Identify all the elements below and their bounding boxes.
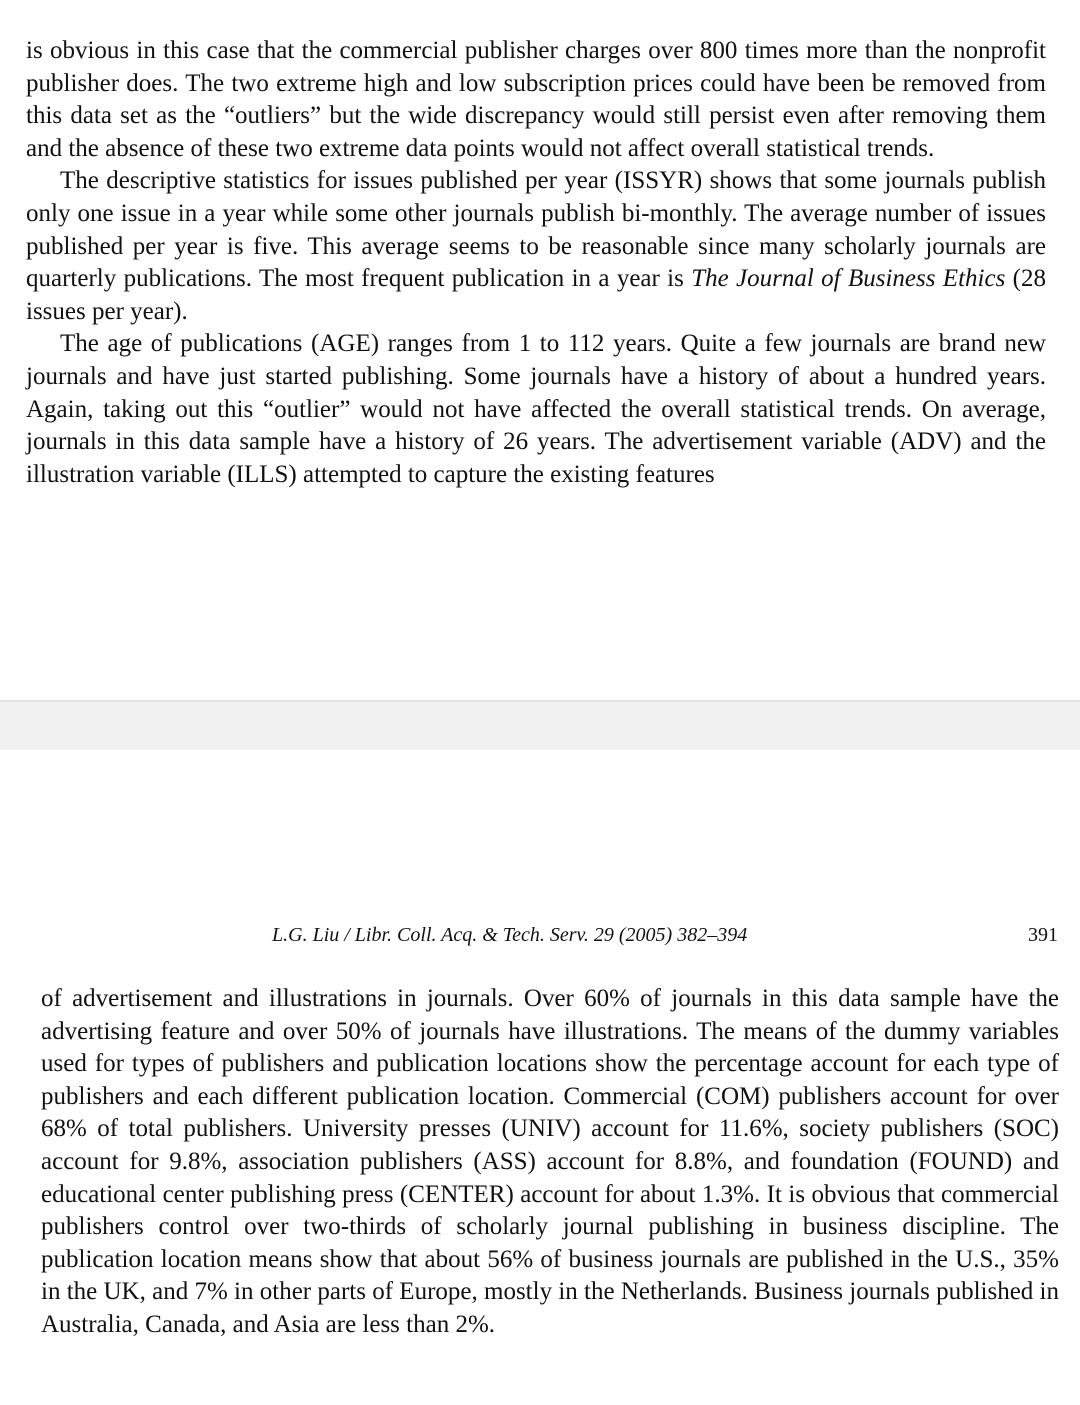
- journal-title: The Journal of Business Ethics: [691, 265, 1006, 293]
- paragraph-issues-per-year: [26, 165, 1046, 328]
- running-header: [0, 924, 1080, 954]
- page-number: 391: [1028, 924, 1058, 946]
- paragraph-issues-text: The descriptive statistics for issues published per year (ISSYR) shows that some journals publish only one issue in a year while some other journals publish bi-monthly. The average number of issues published per year is five. This average seems to be reasonable since many scholarly journals are quarterly publications. The most frequent publication in a year is: [26, 167, 1046, 293]
- paragraph-outliers: is obvious in this case that the commercial publisher charges over 800 times more than the nonprofit publisher does. The two extreme high and low subscription prices could have been be removed from this data set as the “outliers” but the wide discrepancy would still persist even after removing them and the absence of these two extreme data points would not affect overall statistical trends.: [26, 37, 1046, 162]
- body-text-top: [26, 35, 1046, 491]
- paragraph-age: The age of publications (AGE) ranges from 1 to 112 years. Quite a few journals are brand new journals and have just started publishing. Some journals have a history of about a hundred years. Again, taking out this “outlier” would not have affected the overall statistical trends. On average, journals in this data sample have a history of 26 years. The advertisement variable (ADV) and the illustration variable (ILLS) attempted to capture the existing features: [26, 330, 1046, 488]
- citation: L.G. Liu / Libr. Coll. Acq. & Tech. Serv. 29 (2005) 382–394: [272, 924, 748, 946]
- paragraph-issues-tail: (28 issues per year).: [26, 265, 1046, 325]
- paragraph-publishers: of advertisement and illustrations in journals. Over 60% of journals in this data sample have the advertising feature and over 50% of journals have illustrations. The means of the dummy variables used for types of publishers and publication locations show the percentage account for each type of publishers and each different publication location. Commercial (COM) publishers account for over 68% of total publishers. University presses (UNIV) account for 11.6%, society publishers (SOC) account for 9.8%, association publishers (ASS) account for 8.8%, and foundation (FOUND) and educational center publishing press (CENTER) account for about 1.3%. It is obvious that commercial publishers control over two-thirds of scholarly journal publishing in business discipline. The publication location means show that about 56% of business journals are published in the U.S., 35% in the UK, and 7% in other parts of Europe, mostly in the Netherlands. Business journals published in Australia, Canada, and Asia are less than 2%.: [41, 985, 1059, 1338]
- body-text-bottom: [41, 983, 1059, 1342]
- page-separator: [0, 700, 1080, 750]
